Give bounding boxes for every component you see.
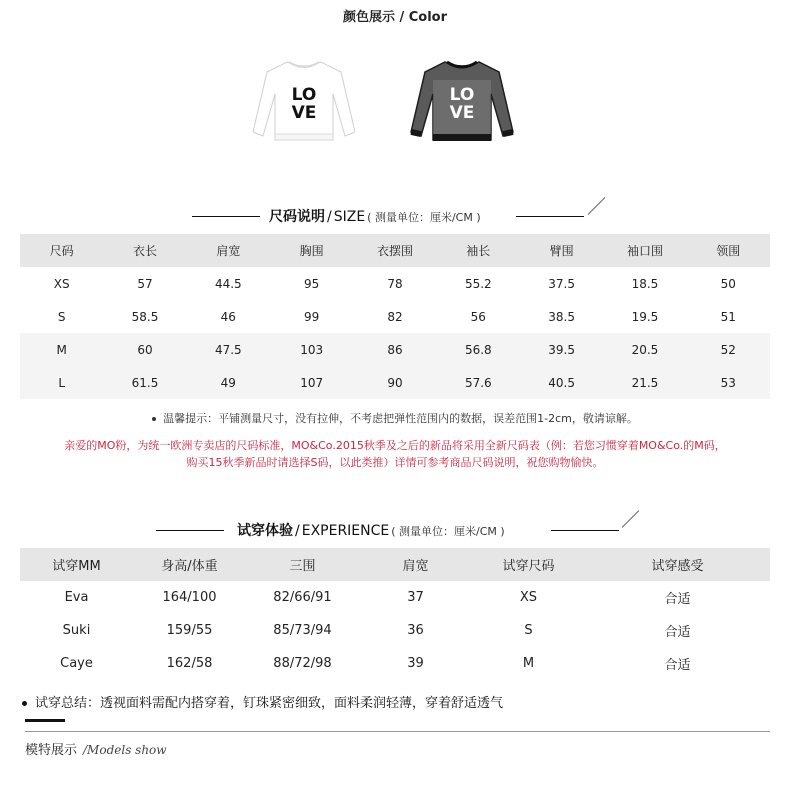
experience-table <box>20 548 770 680</box>
models-heading-cn: 模特展示 <box>25 743 78 758</box>
experience-heading-en: EXPERIENCE <box>301 523 390 539</box>
size-table-header-row <box>20 234 770 267</box>
experience-cell: 162/58 <box>166 656 213 671</box>
size-cell: 39.5 <box>520 333 603 366</box>
size-cell: 103 <box>270 333 353 366</box>
experience-heading-sep: / <box>295 523 300 539</box>
svg-text:VE: VE <box>449 103 475 123</box>
table-row <box>20 647 770 680</box>
size-heading-cn: 尺码说明 <box>269 209 325 225</box>
experience-heading-slash-decoration <box>622 510 640 528</box>
experience-cell: M <box>522 656 535 671</box>
table-row <box>20 300 770 333</box>
fitting-summary <box>22 692 503 711</box>
notice-line: 购买15秋季新品时请选择S码，以此类推）详情可参考商品尺码说明，祝您购物愉快。 <box>186 456 604 469</box>
size-cell: 61.5 <box>103 366 186 399</box>
size-cell: 20.5 <box>603 333 686 366</box>
svg-text:VE: VE <box>291 103 317 123</box>
svg-text:LO: LO <box>291 85 317 105</box>
bullet-icon <box>152 417 156 421</box>
experience-table-header-row <box>20 548 770 581</box>
size-cell: 46 <box>220 309 236 324</box>
experience-cell: S <box>524 623 533 638</box>
size-cell: L <box>20 366 103 399</box>
size-table <box>20 234 770 399</box>
experience-heading-unit: ( 测量单位：厘米/CM ) <box>391 525 505 538</box>
size-cell: 47.5 <box>187 333 270 366</box>
experience-cell: Suki <box>62 623 91 638</box>
models-heading <box>25 739 167 758</box>
experience-header-cell: 试穿尺码 <box>472 548 585 581</box>
size-header-cell: 领围 <box>687 234 770 267</box>
experience-cell: 36 <box>407 623 424 638</box>
experience-cell: 88/72/98 <box>273 656 332 671</box>
size-header-cell: 臂围 <box>520 234 603 267</box>
table-row <box>20 614 770 647</box>
svg-text:LO: LO <box>449 85 475 105</box>
size-cell: 56 <box>470 309 486 324</box>
color-section-title: 颜色展示 / Color <box>342 10 448 25</box>
size-cell: 107 <box>270 366 353 399</box>
fitting-summary-text: 试穿总结：透视面料需配内搭穿着，钉珠紧密细致，面料柔润轻薄，穿着舒适透气 <box>35 696 504 711</box>
size-cell: 58.5 <box>131 309 159 324</box>
size-heading-left-rule <box>192 216 260 217</box>
size-change-notice <box>30 437 760 471</box>
size-cell: 18.5 <box>631 276 659 291</box>
size-cell: 56.8 <box>437 333 520 366</box>
size-cell: 55.2 <box>464 276 492 291</box>
size-heading-en: SIZE <box>333 209 366 225</box>
size-cell: 44.5 <box>214 276 242 291</box>
notice-line: 亲爱的MO粉，为统一欧洲专卖店的尺码标准，MO&Co.2015秋季及之后的新品将采用全新尺码表（例：若您习惯穿着MO&Co.的M码， <box>64 439 726 452</box>
size-cell: 37.5 <box>548 276 575 291</box>
size-cell: 78 <box>387 276 403 291</box>
models-heading-rule <box>25 731 770 732</box>
size-header-cell: 尺码 <box>20 234 103 267</box>
size-cell: 90 <box>353 366 436 399</box>
experience-header-cell: 试穿感受 <box>585 548 770 581</box>
experience-cell: 合适 <box>664 658 691 673</box>
experience-cell: 合适 <box>664 625 691 640</box>
experience-cell: 164/100 <box>162 590 217 605</box>
size-cell: 40.5 <box>520 366 603 399</box>
size-cell: 38.5 <box>548 309 575 324</box>
size-heading-sep: / <box>327 209 332 225</box>
size-cell: 99 <box>304 309 320 324</box>
table-row <box>20 366 770 399</box>
size-cell: 21.5 <box>603 366 686 399</box>
size-cell: 51 <box>720 309 736 324</box>
size-header-cell: 肩宽 <box>187 234 270 267</box>
size-cell: M <box>20 333 103 366</box>
size-heading-right-rule <box>516 216 584 217</box>
size-heading-unit: ( 测量单位：厘米/CM ) <box>367 211 481 224</box>
size-header-cell: 袖长 <box>437 234 520 267</box>
size-cell: XS <box>53 276 70 291</box>
experience-header-cell: 试穿MM <box>20 548 133 581</box>
models-heading-accent-bar <box>25 719 65 722</box>
experience-cell: 82/66/91 <box>273 590 332 605</box>
measurement-tip-text: 温馨提示：平铺测量尺寸，没有拉伸，不考虑把弹性范围内的数据，误差范围1-2cm，敬请谅解。 <box>163 412 638 425</box>
models-heading-en: /Models show <box>83 743 167 757</box>
experience-cell: 37 <box>407 590 424 605</box>
experience-header-cell: 肩宽 <box>359 548 472 581</box>
size-header-cell: 袖口围 <box>603 234 686 267</box>
size-heading <box>269 206 481 226</box>
experience-cell: 39 <box>407 656 424 671</box>
experience-heading <box>237 520 505 540</box>
bullet-icon <box>22 701 27 706</box>
table-row <box>20 267 770 300</box>
size-cell: 52 <box>687 333 770 366</box>
experience-header-cell: 三围 <box>246 548 359 581</box>
table-row <box>20 581 770 614</box>
size-cell: 82 <box>387 309 403 324</box>
size-cell: 86 <box>353 333 436 366</box>
size-cell: 49 <box>187 366 270 399</box>
experience-cell: 159/55 <box>166 623 213 638</box>
size-cell: 60 <box>103 333 186 366</box>
size-cell: 53 <box>687 366 770 399</box>
size-cell: 95 <box>304 276 320 291</box>
size-header-cell: 胸围 <box>270 234 353 267</box>
size-header-cell: 衣长 <box>103 234 186 267</box>
table-row <box>20 333 770 366</box>
experience-cell: Caye <box>60 656 93 671</box>
experience-heading-right-rule <box>551 530 619 531</box>
size-cell: 57 <box>137 276 153 291</box>
experience-heading-left-rule <box>156 530 224 531</box>
experience-cell: XS <box>519 590 538 605</box>
white-sweatshirt-image[interactable] <box>249 44 359 154</box>
experience-cell: 85/73/94 <box>273 623 332 638</box>
experience-cell: Eva <box>64 590 89 605</box>
experience-header-cell: 身高/体重 <box>133 548 246 581</box>
size-header-cell: 衣摆围 <box>353 234 436 267</box>
size-cell: 19.5 <box>631 309 659 324</box>
size-heading-slash-decoration <box>588 197 606 215</box>
size-cell: 50 <box>720 276 736 291</box>
experience-heading-cn: 试穿体验 <box>237 523 293 539</box>
measurement-tip <box>0 410 790 426</box>
black-sheer-sweatshirt-image[interactable] <box>407 44 517 154</box>
size-cell: 57.6 <box>437 366 520 399</box>
size-cell: S <box>57 309 66 324</box>
experience-cell: 合适 <box>664 592 691 607</box>
